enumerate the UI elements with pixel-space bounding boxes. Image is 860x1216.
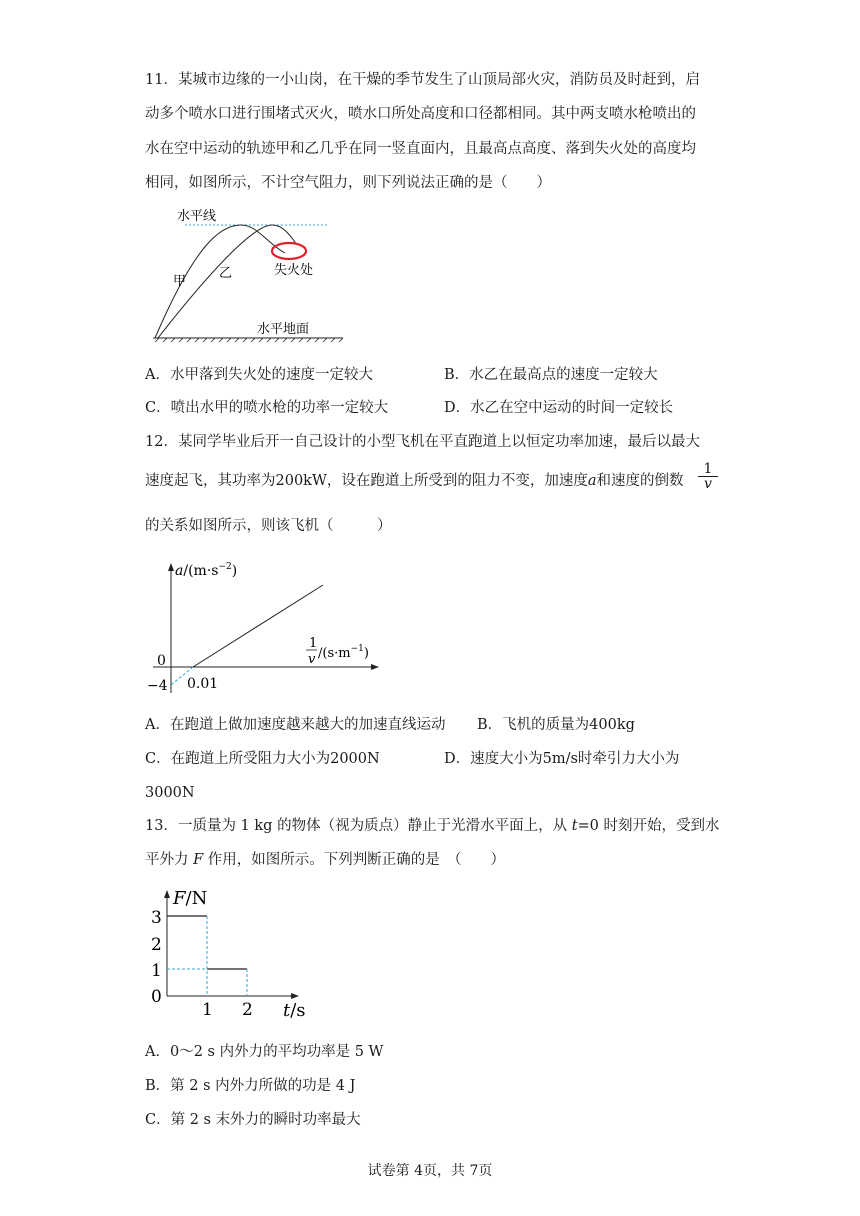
q13-x-label: t/s: [283, 1000, 306, 1021]
q13-y-tick-3: 3: [151, 908, 162, 928]
q12-x-label-unit: $/(s\cdot m^{-1})$: [318, 644, 369, 661]
q13-line-2-text: 平外力: [145, 852, 194, 868]
q13-y-tick-1: 1: [151, 961, 162, 981]
q13-var-f: F: [193, 852, 204, 868]
q12-line-2-text: 速度起飞，其功率为200kW，设在跑道上所受到的阻力不变，加速度: [145, 473, 588, 489]
fire-spot: [272, 243, 306, 259]
q11-figure: [145, 205, 345, 350]
q13-graph: [145, 880, 320, 1022]
ground-hatch: [155, 338, 343, 342]
q12-y-intercept-label: −4: [147, 678, 168, 694]
trajectory-yi-label: 乙: [219, 266, 233, 281]
q12-graph: [145, 555, 385, 700]
q13-line-1: [145, 816, 720, 836]
q12-y-label: $a/(m\cdot s^{-2})$: [175, 562, 238, 579]
q12-var-a: a: [587, 473, 597, 489]
q12-option-c: C．在跑道上所受阻力大小为2000N: [145, 751, 380, 767]
q11-option-c: C．喷出水甲的喷水枪的功率一定较大: [145, 400, 389, 416]
q11-option-d: D．水乙在空中运动的时间一定较长: [444, 400, 674, 416]
horizontal-line-label: 水平线: [177, 209, 217, 224]
q12-line-1: 12．某同学毕业后开一自己设计的小型飞机在平直跑道上以恒定功率加速，最后以最大: [145, 434, 700, 450]
q11-option-a: A．水甲落到失火处的速度一定较大: [145, 367, 373, 383]
q13-line-1-text-b: =0 时刻开始，受到水: [577, 818, 720, 834]
q12-option-d: D．速度大小为5m/s时牵引力大小为: [444, 751, 680, 767]
trajectory-jia-label: 甲: [173, 274, 187, 289]
q13-y-label: F/N: [173, 888, 208, 909]
q13-option-c: C．第 2 s 末外力的瞬时功率最大: [145, 1112, 361, 1128]
q11-line-2: 动多个喷水口进行围堵式灭火，喷水口所处高度和口径都相同。其中两支喷水枪喷出的: [145, 106, 696, 122]
q13-option-a: A．0～2 s 内外力的平均功率是 5 W: [145, 1044, 384, 1060]
q12-x-arrow: [371, 664, 379, 670]
q11-line-4: 相同，如图所示，不计空气阻力，则下列说法正确的是（ ）: [145, 175, 551, 191]
q13-line-2-text-b: 作用，如图所示。下列判断正确的是 （ ）: [203, 852, 506, 868]
q13-var-t: t: [571, 818, 578, 834]
q12-inverse-v-num: 1: [698, 462, 718, 477]
q12-x-label-den: v: [308, 652, 316, 667]
q12-data-line: [193, 585, 323, 667]
q12-line-3: 的关系如图所示，则该飞机（ ）: [145, 518, 392, 534]
q13-option-b: B．第 2 s 内外力所做的功是 4 J: [145, 1078, 356, 1094]
q13-line-2: [145, 850, 505, 870]
q11-line-3: 水在空中运动的轨迹甲和乙几乎在同一竖直面内，且最高点高度、落到失火处的高度均: [145, 141, 696, 157]
q12-line-2-text-b: 和速度的倒数: [596, 473, 684, 489]
q13-x-tick-1: 1: [202, 1000, 213, 1020]
q12-x-label-num: 1: [309, 636, 318, 651]
q13-x-arrow: [291, 993, 299, 999]
ground-label: 水平地面: [257, 322, 310, 337]
q12-x-intercept-label: 0.01: [187, 676, 219, 692]
q12-option-b: B．飞机的质量为400kg: [477, 717, 635, 733]
q13-y-tick-0: 0: [151, 987, 162, 1007]
q12-line-2: [145, 471, 684, 491]
q13-x-tick-2: 2: [242, 1000, 253, 1020]
q11-line-1: 11．某城市边缘的一小山岗，在干燥的季节发生了山顶局部火灾，消防员及时赶到，启: [145, 72, 700, 88]
q13-y-tick-2: 2: [151, 935, 162, 955]
page-footer: 试卷第 4页，共 7页: [367, 1163, 493, 1179]
q11-option-b: B．水乙在最高点的速度一定较大: [444, 367, 658, 383]
q13-y-arrow: [164, 890, 170, 898]
q12-origin-label: 0: [157, 653, 166, 669]
q13-line-1-text: 13．一质量为 1 kg 的物体（视为质点）静止于光滑水平面上，从: [145, 818, 572, 834]
q12-inverse-v-den: v: [704, 476, 712, 492]
q12-option-a: A．在跑道上做加速度越来越大的加速直线运动: [145, 717, 446, 733]
q12-inverse-v: [698, 462, 718, 491]
q12-option-d-cont: 3000N: [145, 785, 195, 801]
q12-y-arrow: [168, 563, 174, 571]
fire-spot-label: 失火处: [274, 263, 314, 278]
